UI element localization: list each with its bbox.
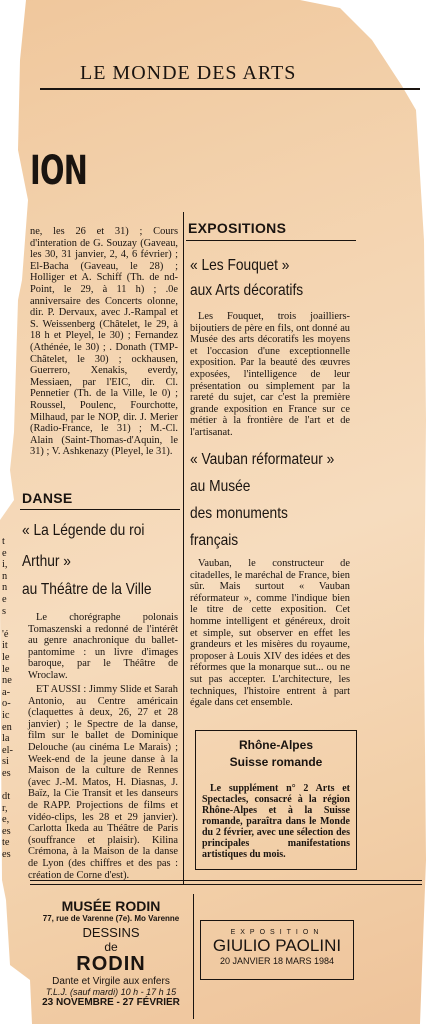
box-text: Le supplément n° 2 Arts et Spectacles, consacré à la région Rhône-Alpes et à la Suisse romande, paraîtra dans le Monde du 2 février, avec une sélection des principales manifestations artistiques du mois. — [202, 783, 350, 860]
expositions-heading: EXPOSITIONS — [188, 220, 287, 236]
torn-margin-fragments: t e i, n n e s 'é it le le ne a- o- ic en la el- si es dt r, e, es te es — [2, 536, 13, 861]
column-divider — [183, 212, 184, 884]
danse-paragraph-1: Le chorégraphe polonais Tomaszenski a redonné de l'intérêt au genre anachronique du ballet-pantomime : un livre d'images baroque, par le Théâtre de Wroclaw. — [28, 612, 178, 681]
paolini-ad-label: EXPOSITION — [230, 929, 324, 936]
concerts-listing: ne, les 26 et 31) ; Cours d'interation de G. Souzay (Gaveau, les 30, 31 janvier, 2, 4, 6 février) ; El-Bacha (Gaveau, le 28) ; Holliger et A. Schiff (Th. de nd-Point, le 29, à 11 h) ; .0e anniversaire des Concerts olonne, dir. P. Dervaux, avec J.-Rampal et S. Weissenberg (Châtelet, le 29, à 18 h et Pleyel, le 30) ; Fernandez (Athénée, le 30) ; . Donath (TMP-Châtelet, le 30) ; ockhausen, Guerrero, Xenakis, everdy, Messiaen, par l'EIC, dir. Cl. Pennetier (Th. de la Ville, le 0) ; Roussel, Poulenc, Fourchotte, Milhaud, par le NOP, dir. J. Merier (Radio-France, le 31) ; M.-Cl. Alain (Saint-Thomas-d'Aquin, le 31) ; V. Ashkenazy (Pleyel, le 31). — [30, 226, 178, 458]
rodin-ad-hours: T.L.J. (sauf mardi) 10 h - 17 h 15 — [45, 987, 177, 997]
fouquet-paragraph: Les Fouquet, trois joailliers-bijoutiers de père en fils, ont donné au Musée des arts décoratifs les moyens et l'occasion d'une exceptionnelle exposition. Par la beauté des œuvres exposées, l'intelligence de leur présentation ou simplement par la rareté du sujet, car c'est la première grande exposition en France sur ce métier à la frontière de l'art et de l'artisanat. — [190, 311, 350, 438]
rodin-ad-line-1: DESSINS — [82, 925, 140, 940]
rodin-ad-line-3: RODIN — [76, 953, 146, 975]
vauban-title-line-1: « Vauban réformateur » — [190, 451, 335, 468]
box-title-1: Rhône-Alpes — [238, 738, 313, 752]
masthead-rule — [40, 88, 420, 90]
danse-heading: DANSE — [22, 490, 73, 506]
vauban-title-line-4: français — [190, 532, 239, 549]
vauban-title-line-2: au Musée — [190, 478, 251, 495]
bottom-rule-2 — [30, 884, 422, 885]
masthead: LE MONDE DES ARTS — [80, 62, 297, 84]
box-title-2: Suisse romande — [229, 755, 323, 769]
bottom-rule — [30, 880, 422, 881]
danse-rule — [20, 509, 180, 510]
rodin-ad-name: MUSÉE RODIN — [61, 898, 161, 914]
danse-title-line-2: Arthur » — [22, 553, 71, 570]
vauban-paragraph: Vauban, le constructeur de citadelles, le maréchal de France, bien sûr. Mais surtout « Vauban réformateur », comme l'indique bien le titre de cette exposition. Cet homme intelligent et généreux, droit et simple, sut observer en effet les grandeurs et les misères du royaume, proposer à Louis XIV des idées et des réformes que la monarque sut... ou ne sut pas accepter. L'architecture, les techniques, l'histoire entrent à part égale dans cet ensemble. — [190, 558, 350, 709]
rodin-ad-line-2: de — [104, 940, 118, 954]
paolini-ad — [200, 920, 354, 980]
fouquet-title-line-1: « Les Fouquet » — [190, 257, 290, 274]
rodin-ad-dates: 23 NOVEMBRE - 27 FÉVRIER — [42, 997, 180, 1008]
danse-paragraph-2: ET AUSSI : Jimmy Slide et Sarah Antonio, au Centre américain (claquettes à deux, 26, 27 et 28 janvier) ; le Spectre de la danse, film sur le ballet de Dominique Delouche (au cinéma Le Marais) ; Week-end de la jeune danse à la Maison de la culture de Rennes (avec J.-M. Matos, H. Diasnas, J. Baïz, la Cie Transit et les danseurs de RAPP. Projections de films et vidéo-clips, les 28 et 29 janvier). Carlotta Ikeda au Théâtre de Paris (souffrance et plaisir). Kilina Crémona, à la Maison de la danse de Lyon (des chiffres et des pas : création de Corne d'est). — [28, 684, 178, 881]
supplement-box — [195, 730, 357, 870]
danse-title-line-3: au Théâtre de la Ville — [22, 581, 152, 598]
danse-title-line-1: « La Légende du roi — [22, 522, 145, 539]
expositions-rule — [186, 240, 356, 241]
paolini-ad-name: GIULIO PAOLINI — [212, 936, 342, 955]
rodin-ad-subtitle: Dante et Virgile aux enfers — [52, 976, 170, 987]
fouquet-title-line-2: aux Arts décoratifs — [190, 282, 304, 299]
rodin-ad-address: 77, rue de Varenne (7e). Mo Varenne — [42, 914, 180, 923]
ad-divider — [193, 894, 194, 1019]
musee-rodin-ad — [36, 898, 186, 1008]
vauban-title-line-3: des monuments — [190, 505, 288, 522]
section-title-fragment: ION — [30, 148, 88, 194]
paolini-ad-dates: 20 JANVIER 18 MARS 1984 — [219, 956, 335, 966]
